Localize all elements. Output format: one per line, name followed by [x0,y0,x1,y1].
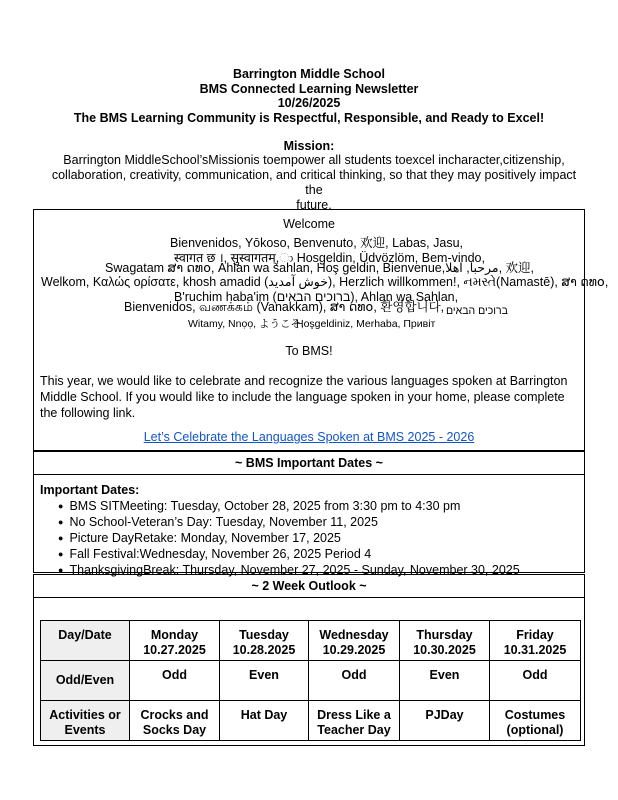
welcome-line: स्वागत छ ।, सुस्वागतम्,ා Hosgeldin, Üdvözlöm, Bem-vindo, [174,251,485,265]
day-header-friday: Friday 10.31.2025 [490,621,581,661]
school-motto: The BMS Learning Community is Respectful, Responsible, and Ready to Excel! [73,111,545,125]
odd-even-cell: Odd [130,661,220,701]
date-item: ● ThanksgivingBreak: Thursday, November 27, 2025 - Sunday, November 30, 2025 [58,563,520,579]
newsletter-date: 10/26/2025 [277,96,341,110]
date-item: ● Fall Festival:Wednesday, November 26, 2025 Period 4 [58,547,520,563]
odd-even-cell: Odd [490,661,581,701]
mission-line: future. [296,198,332,212]
welcome-line: ברוכים הבאים [446,305,508,317]
mission-line: collaboration, creativity, communication, and critical thinking, so that they may positively impact the [51,168,577,197]
date-item: ● Picture DayRetake: Monday, November 17, 2025 [58,531,520,547]
welcome-line: Bienvenidos, வணக்கம் (Vanakkam), ສາ ດທ໐, 환영합니다, [124,300,445,314]
activity-cell: Costumes (optional) [490,701,581,741]
important-dates-section [33,474,585,577]
activity-cell: Dress Like a Teacher Day [309,701,400,741]
activity-cell: Crocks and Socks Day [130,701,220,741]
date-item: ● No School-Veteran’s Day: Tuesday, November 11, 2025 [58,515,520,531]
row-header-day-date: Day/Date [41,621,130,661]
table-row [41,701,581,741]
table-row [41,661,581,701]
outlook-heading: ~ 2 Week Outlook ~ [33,574,585,598]
row-header-odd-even: Odd/Even [41,661,130,701]
welcome-line: B'ruchim haba'im (ברוכים הבאים), Ahlan wa Sahlan, [174,290,459,304]
important-dates-heading: ~ BMS Important Dates ~ [33,451,585,475]
welcome-line: Hoşgeldiniz, Merhaba, Привіт [296,318,436,330]
welcome-line: Witamy, Nnọọ, ようこそ, [188,318,304,330]
welcome-line: Bienvenidos, Yōkoso, Benvenuto, 欢迎, Labas, Jasu, [170,236,464,250]
welcome-section [33,209,609,451]
day-header-monday: Monday 10.27.2025 [130,621,220,661]
day-header-wednesday: Wednesday 10.29.2025 [309,621,400,661]
welcome-title: Welcome [283,217,335,231]
school-name: Barrington Middle School [232,67,386,81]
date-item: ● BMS SITMeeting: Tuesday, October 28, 2025 from 3:30 pm to 4:30 pm [58,499,520,515]
odd-even-cell: Even [400,661,490,701]
welcome-line: Welkom, Καλώς ορίσατε, khosh amadid (خوش آمدید), Herzlich willkommen!, ન​મસ્તે(Namastē), ສາ ດທ໐, [41,275,609,289]
welcome-line: Swagatam ສາ ດທ໐, Ahlan wa sahlan, Hoş geldin, Bienvenue,مرحبا, اهلا, 欢迎, [105,261,535,275]
mission-text [44,153,584,213]
day-header-tuesday: Tuesday 10.28.2025 [220,621,309,661]
outlook-table [40,620,581,741]
important-dates-label: Important Dates: [40,483,140,497]
row-header-activities: Activities or Events [41,701,130,741]
odd-even-cell: Odd [309,661,400,701]
day-header-thursday: Thursday 10.30.2025 [400,621,490,661]
activity-cell: Hat Day [220,701,309,741]
activity-cell: PJDay [400,701,490,741]
odd-even-cell: Even [220,661,309,701]
newsletter-title: BMS Connected Learning Newsletter [199,82,419,96]
mission-line: Barrington MiddleSchool’sMissionis toempower all students toexcel incharacter,citizenship, [63,153,565,167]
welcome-paragraph: This year, we would like to celebrate and recognize the various languages spoken at Barrington Middle School. If you would like to include the language spoken in your home, please complete the following link. [40,374,568,420]
to-bms: To BMS! [285,344,333,358]
table-row [41,621,581,661]
important-dates-list [58,499,520,579]
mission-title: Mission: [283,139,335,153]
languages-link[interactable]: Let’s Celebrate the Languages Spoken at BMS 2025 - 2026 [143,430,475,444]
